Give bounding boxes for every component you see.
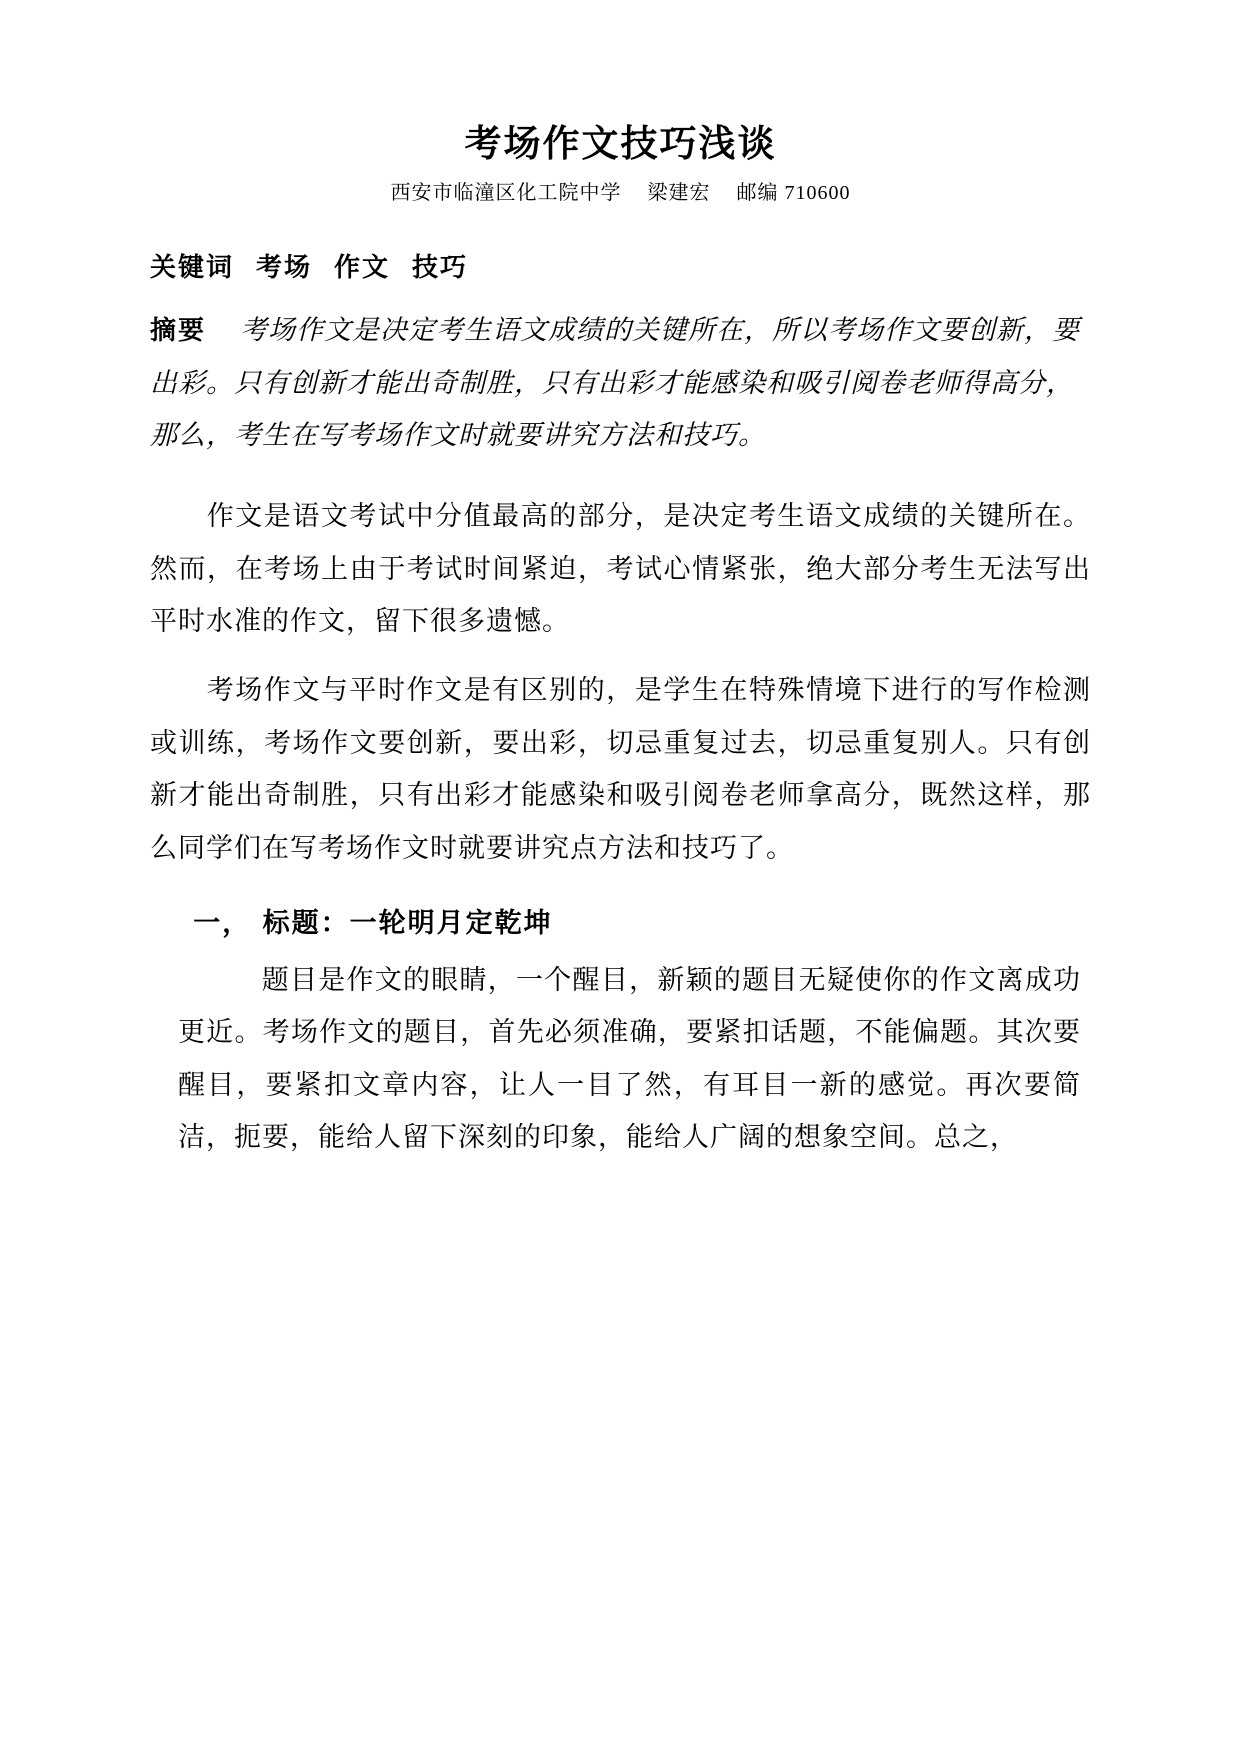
abstract-block [150, 304, 1091, 462]
keywords-label: 关键词 [150, 253, 235, 284]
byline-author: 梁建宏 [647, 182, 711, 205]
abstract-label: 摘要 [150, 316, 207, 347]
keyword-item-3: 技巧 [412, 253, 469, 284]
byline [150, 176, 1091, 205]
section-one-paragraph: 题目是作文的眼睛，一个醒目，新颖的题目无疑使你的作文离成功更近。考场作文的题目，首先必须准确，要紧扣话题，不能偏题。其次要醒目，要紧扣文章内容，让人一目了然，有耳目一新的感觉。再次要简洁，扼要，能给人留下深刻的印象，能给人广阔的想象空间。总之， [178, 964, 1081, 1153]
section-heading-one: 一， 标题：一轮明月定乾坤 [193, 907, 553, 939]
keyword-item-1: 考场 [256, 253, 313, 284]
postcode-value: 710600 [784, 182, 851, 205]
body-paragraph-2: 考场作文与平时作文是有区别的，是学生在特殊情境下进行的写作检测或训练，考场作文要创新，要出彩，切忌重复过去，切忌重复别人。只有创新才能出奇制胜，只有出彩才能感染和吸引阅卷老师拿高分，既然这样，那么同学们在写考场作文时就要讲究点方法和技巧了。 [150, 674, 1091, 863]
keywords-line [150, 247, 1091, 284]
abstract-text: 考场作文是决定考生语文成绩的关键所在，所以考场作文要创新，要出彩。只有创新才能出奇制胜，只有出彩才能感染和吸引阅卷老师得高分，那么，考生在写考场作文时就要讲究方法和技巧。 [150, 315, 1081, 451]
body-paragraph-1: 作文是语文考试中分值最高的部分，是决定考生语文成绩的关键所在。然而，在考场上由于考试时间紧迫，考试心情紧张，绝大部分考生无法写出平时水准的作文，留下很多遗憾。 [150, 501, 1091, 637]
byline-affiliation: 西安市临潼区化工院中学 [390, 182, 622, 205]
keyword-item-2: 作文 [334, 253, 391, 284]
page-title: 考场作文技巧浅谈 [464, 122, 777, 165]
postcode-label: 邮编 [736, 182, 779, 205]
